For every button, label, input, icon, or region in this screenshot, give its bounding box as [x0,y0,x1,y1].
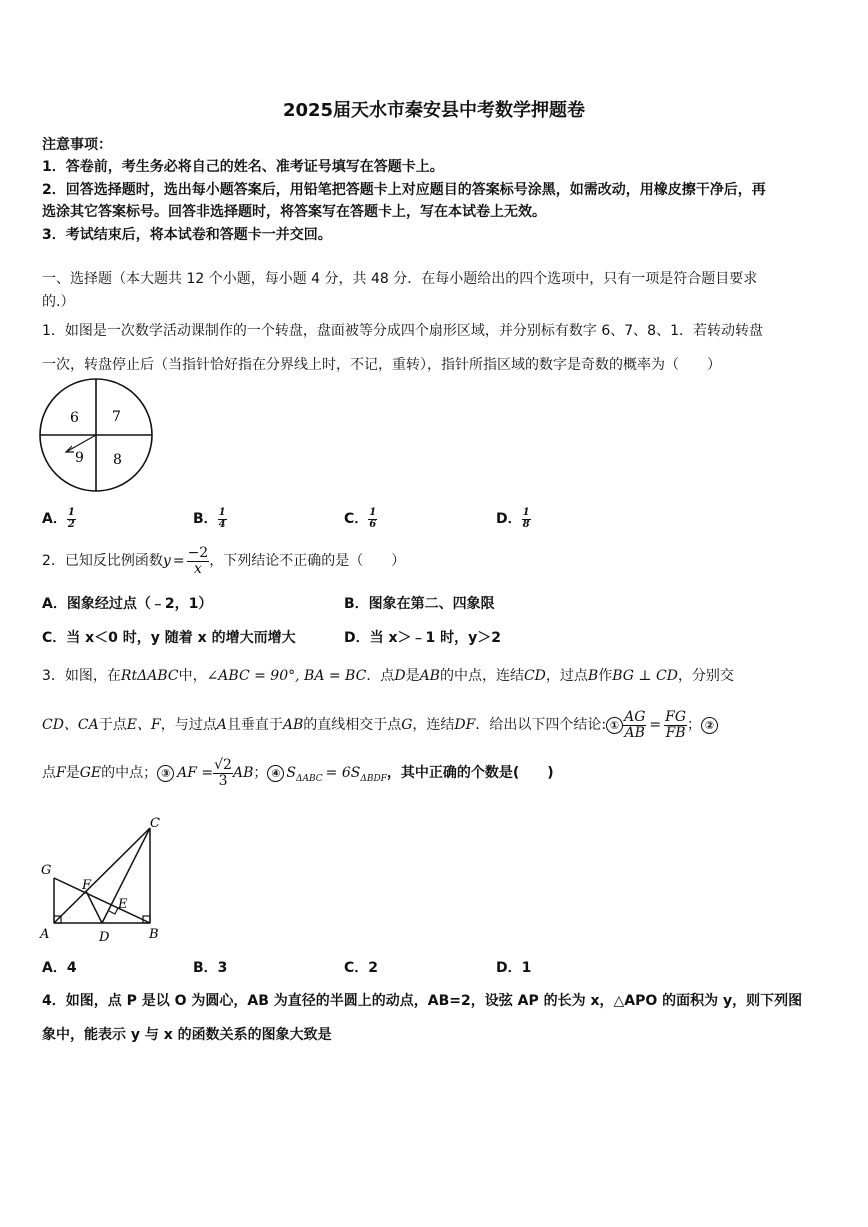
label-a: A [40,927,50,942]
q3-option-b[interactable]: B．3 [193,960,228,976]
q3-line3 [42,758,554,788]
q3-l3-j-sub: ΔBDF [360,773,387,784]
q2-option-b[interactable]: B．图象在第二、四象限 [344,596,495,612]
q3-fraction-ag-ab [623,710,646,740]
q3-sqrt-den: 3 [218,772,228,789]
section-heading-line2: 的.） [42,294,75,310]
q3-l1-h: AB [419,668,440,684]
q3-l1-c: 中， [178,668,207,684]
q3-l2-h: 的直线相交于点 [303,717,402,734]
q3-line1 [42,665,734,685]
segment-df [86,891,102,923]
note-1: 1．答卷前，考生务必将自己的姓名、准考证号填写在答题卡上。 [42,159,444,175]
q3-l3-k: ，其中正确的个数是( ) [386,765,554,782]
right-angle-e [109,908,118,914]
notes-heading: 注意事项： [42,137,112,153]
q2-option-c[interactable]: C．当 x＜0 时，y 随着 x 的增大而增大 [42,630,296,646]
q1-option-c-fraction [368,508,377,530]
q3-sqrt-num: √2 [214,757,232,773]
q2-suffix: ，下列结论不正确的是（ ） [209,553,406,570]
q3-l1-k: ，过点 [545,668,588,684]
q1-option-a-den: 2 [67,518,75,530]
q3-l1-g: 是 [405,668,420,684]
q2-func-y: y [162,553,171,570]
q1-option-a[interactable] [42,508,76,530]
q2-fraction [187,546,210,576]
q2-fraction-num: −2 [187,545,209,561]
label-b: B [149,927,159,942]
note-2a: 2．回答选择题时，选出每小题答案后，用铅笔把答题卡上对应题目的答案标号涂黑，如需改动，用橡皮擦干净后，再 [42,182,766,198]
q3-l3-i-sub: ΔABC [295,773,323,784]
label-e: E [118,897,128,912]
q2-fraction-den: x [193,560,202,577]
q1-option-c-den: 6 [369,518,377,530]
segment-ac [54,828,150,923]
q1-option-a-fraction [67,508,76,530]
label-f: F [82,878,92,893]
q3-sqrt-fraction [213,758,233,788]
section-heading-line1: 一、选择题（本大题共 12 个小题，每小题 4 分，共 48 分．在每小题给出的四个选项中，只有一项是符合题目要求 [42,271,758,287]
q3-l3-f: AF = [177,765,214,782]
q1-option-a-label: A． [42,511,67,527]
q3-l2-f: 且垂直于 [226,717,283,734]
q1-line2: 一次，转盘停止后（当指针恰好指在分界线上时，不记，重转），指针所指区域的数字是奇数的概率为（ ） [42,357,721,373]
q3-l1-n: BG ⊥ CD [612,668,678,684]
q1-option-c[interactable] [344,508,377,530]
q3-fraction-fg-fb [664,710,687,740]
q3-l2-e: A [216,717,227,734]
q1-option-d-den: 8 [522,518,530,530]
q3-option-c[interactable]: C．2 [344,960,379,976]
q3-l3-b: F [56,765,66,782]
note-2b: 选涂其它答案标号。回答非选择题时，将答案写在答题卡上，写在本试卷上无效。 [42,204,546,220]
q3-f1-num: AG [624,709,646,725]
q3-f1-den: AB [624,724,645,741]
q3-line2 [42,710,718,740]
q3-l1-o: ，分别交 [677,668,734,684]
q4-line1: 4．如图，点 P 是以 O 为圆心，AB 为直径的半圆上的动点，AB=2，设弦 AP 的长为 x，△APO 的面积为 y，则下列图 [42,993,803,1009]
q3-l1-m: 作 [598,668,613,684]
q3-l1-l: B [587,668,599,684]
q1-option-b-fraction [218,508,227,530]
q3-l3-a: 点 [42,765,56,782]
q4-line2: 象中，能表示 y 与 x 的函数关系的图象大致是 [42,1027,332,1043]
q3-l3-c: 是 [65,765,80,782]
q3-l1-e: ．点 [366,668,395,684]
q3-l2-a: CD、CA [42,717,99,734]
q1-option-b[interactable] [193,508,227,530]
q1-option-c-label: C． [344,511,369,527]
q3-l1-b: RtΔABC [120,668,179,684]
q3-circled-1: ① [606,717,623,734]
q3-l3-i: S [286,765,296,782]
q3-f2-den: FB [665,724,686,741]
q3-l3-j: = 6S [325,765,361,782]
label-c: C [150,816,160,831]
q1-option-a-num: 1 [67,507,75,518]
q3-option-d[interactable]: D．1 [496,960,532,976]
q3-f2-num: FG [665,709,687,725]
q2-equals: = [172,553,185,570]
q3-circled-3: ③ [157,765,174,782]
q3-l2-c: E、F [126,717,161,734]
q1-option-b-num: 1 [218,507,226,518]
q1-option-b-den: 4 [218,518,226,530]
q3-l1-j: CD [523,668,546,684]
q3-l2-g: AB [282,717,304,734]
q1-option-d-num: 1 [522,507,530,518]
q1-option-d[interactable] [496,508,531,530]
q1-option-d-fraction [522,508,531,530]
label-g: G [41,863,52,878]
q2-prefix: 2．已知反比例函数 [42,553,163,570]
segment-gb [54,878,150,923]
q3-l1-d: ∠ABC = 90°, BA = BC [206,668,367,684]
label-d: D [99,930,110,945]
q1-option-d-label: D． [496,511,522,527]
q3-l1-f: D [394,668,406,684]
q3-l3-d: GE [79,765,102,782]
q3-l3-h: ； [253,765,268,782]
q1-line1: 1．如图是一次数学活动课制作的一个转盘，盘面被等分成四个扇形区域，并分别标有数字 6、7、8、1．若转动转盘 [42,323,763,339]
q3-l3-e: 的中点； [101,765,158,782]
q3-option-a[interactable]: A．4 [42,960,77,976]
q3-l2-l: ．给出以下四个结论: [475,717,607,734]
q1-option-b-label: B． [193,511,218,527]
note-3: 3．考试结束后，将本试卷和答题卡一并交回。 [42,227,332,243]
q3-l2-j: ，连结 [412,717,455,734]
q3-l3-g: AB [232,765,254,782]
spinner-label-6: 6 [70,410,79,426]
page-title: 2025届天水市秦安县中考数学押题卷 [282,100,586,121]
q3-circled-2: ② [701,717,718,734]
spinner-label-8: 8 [113,452,122,468]
q3-f1-eq: = [649,717,662,734]
q1-option-c-num: 1 [369,507,377,518]
q2-stem [42,546,405,576]
spinner-figure [38,376,156,494]
spinner-label-9: 9 [75,450,84,466]
q2-option-a[interactable]: A．图象经过点（﹣2，1） [42,596,213,612]
q3-l2-k: DF [454,717,476,734]
q3-l2-d: ，与过点 [160,717,217,734]
spinner-label-7: 7 [112,409,121,425]
q3-l2-b: 于点 [98,717,127,734]
q3-l2-i: G [401,717,413,734]
q3-triangle-figure [36,812,166,946]
q3-sep1: ； [687,717,702,734]
q3-l1-a: 3．如图，在 [42,668,121,684]
q2-option-d[interactable]: D．当 x＞﹣1 时，y＞2 [344,630,502,646]
q3-l1-i: 的中点，连结 [439,668,524,684]
spinner-pointer-arrowhead [66,446,74,452]
q3-circled-4: ④ [267,765,284,782]
